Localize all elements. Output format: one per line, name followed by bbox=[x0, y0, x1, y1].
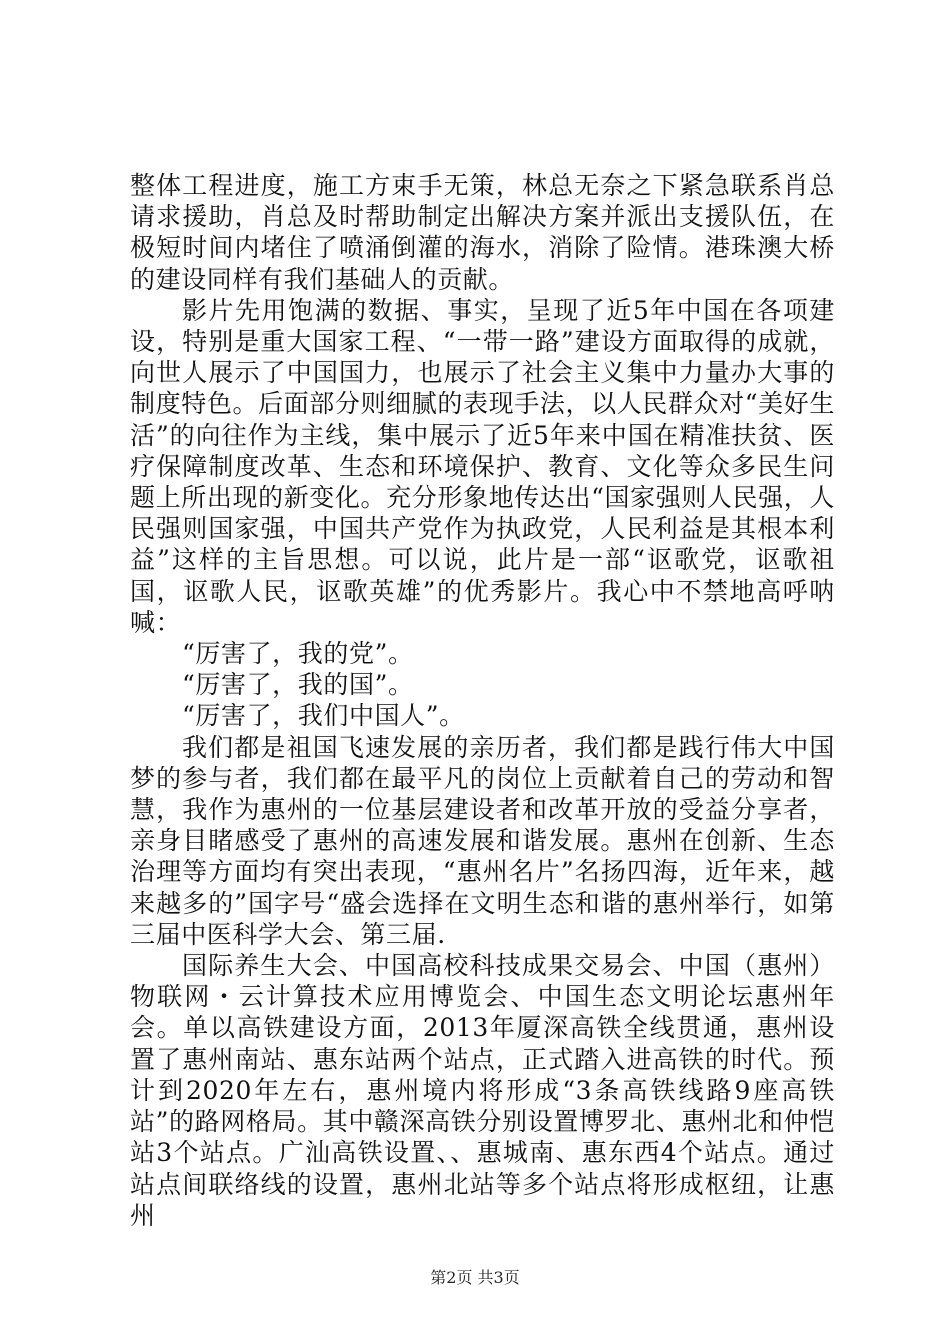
exclamation-line-people: “厉害了，我们中国人”。 bbox=[182, 701, 465, 731]
document-body bbox=[130, 170, 835, 1231]
paragraph-film-review: 影片先用饱满的数据、事实，呈现了近5年中国在各项建设，特别是重大国家工程、“一带一路”建设方面取得的成就，向世人展示了中国国力，也展示了社会主义集中力量办大事的制度特色。后面部分则细腻的表现手法，以人民群众对“美好生活”的向往作为主线，集中展示了近5年来中国在精准扶贫、医疗保障制度改革、生态和环境保护、教育、文化等众多民生问题上所出现的新变化。充分形象地传达出“国家强则人民强，人民强则国家强，中国共产党作为执政党，人民利益是其根本利益”这样的主旨思想。可以说，此片是一部“讴歌党，讴歌祖国，讴歌人民，讴歌英雄”的优秀影片。我心中不禁地高呼呐喊： bbox=[130, 295, 835, 637]
paragraph-high-speed-rail: 国际养生大会、中国高校科技成果交易会、中国（惠州）物联网・云计算技术应用博览会、中国生态文明论坛惠州年会。单以高铁建设方面，2013年厦深高铁全线贯通，惠州设置了惠州南站、惠东站两个站点，正式踏入进高铁的时代。预计到2020年左右，惠州境内将形成“3条高铁线路9座高铁站”的路网格局。其中赣深高铁分别设置博罗北、惠州北和仲恺站3个站点。广汕高铁设置、、惠城南、惠东西4个站点。通过站点间联络线的设置，惠州北站等多个站点将形成枢纽，让惠州 bbox=[130, 951, 835, 1230]
paragraph-huizhou-development: 我们都是祖国飞速发展的亲历者，我们都是践行伟大中国梦的参与者，我们都在最平凡的岗位上贡献着自己的劳动和智慧，我作为惠州的一位基层建设者和改革开放的受益分享者，亲身目睹感受了惠州的高速发展和谐发展。惠州在创新、生态治理等方面均有突出表现，“惠州名片”名扬四海，近年来，越来越多的”国字号“盛会选择在文明生态和谐的惠州举行，如第三届中医科学大会、第三届. bbox=[130, 732, 835, 949]
exclamation-line-party: “厉害了，我的党”。 bbox=[182, 639, 414, 669]
exclamation-line-country: “厉害了，我的国”。 bbox=[182, 670, 414, 700]
paragraph-continuation: 整体工程进度，施工方束手无策，林总无奈之下紧急联系肖总请求援助，肖总及时帮助制定出解决方案并派出支援队伍，在极短时间内堵住了喷涌倒灌的海水，消除了险情。港珠澳大桥的建设同样有我们基础人的贡献。 bbox=[130, 171, 835, 294]
page-number-footer: 第2页 共3页 bbox=[430, 1268, 520, 1287]
